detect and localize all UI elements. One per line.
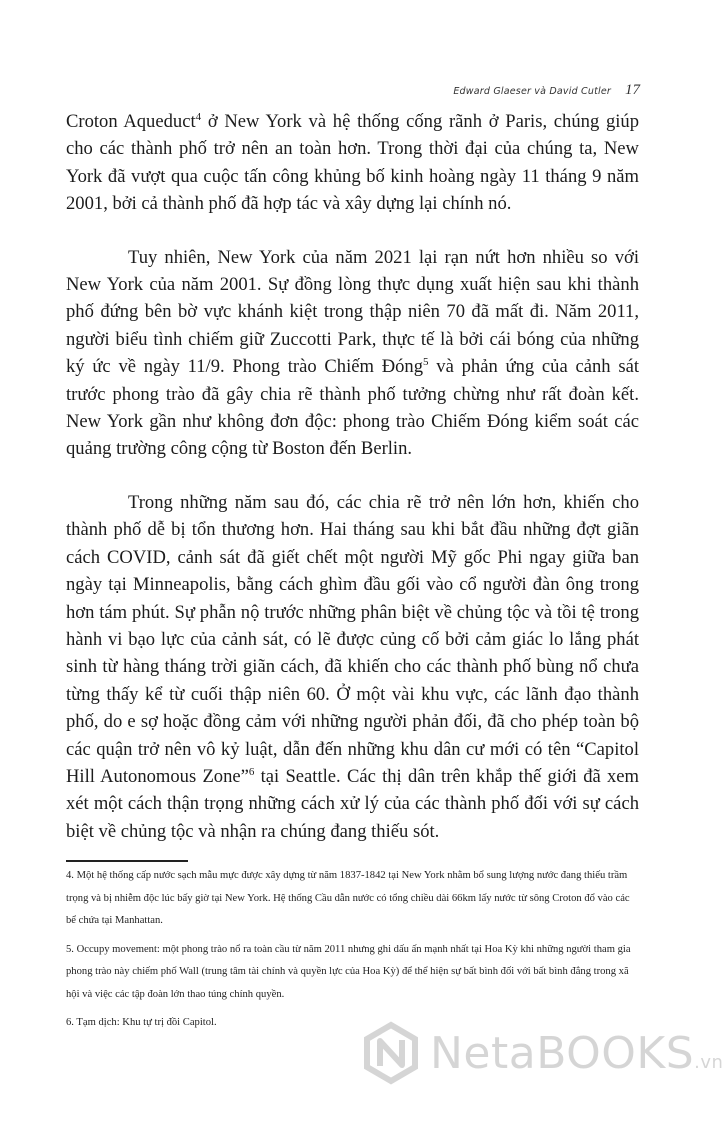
footnote-divider: [66, 860, 188, 862]
running-header-author: Edward Glaeser và David Cutler: [453, 86, 611, 97]
page-number: 17: [625, 82, 640, 98]
footnote-ref[interactable]: 4: [195, 110, 202, 123]
watermark: [360, 1022, 723, 1084]
neta-logo-icon: [360, 1022, 422, 1084]
footnote-ref[interactable]: 6: [248, 765, 255, 778]
footnote-item: 6. Tạm dịch: Khu tự trị đồi Capitol.: [66, 1017, 217, 1028]
paragraph: Trong những năm sau đó, các chia rẽ trở nên lớn hơn, khiến cho thành phố dễ bị tổn thương hơn. Hai tháng sau khi bắt đầu những đợt giãn cách COVID, cảnh sát đã giết chết một người Mỹ gốc Phi ngay giữa ban ngày tại Minneapolis, bằng cách ghìm đầu gối vào cổ người đàn ông trong hơn tám phút. Sự phẫn nộ trước những phân biệt về chủng tộc và tồi tệ trong hành vi bạo lực của cảnh sát, có lẽ được củng cố bởi cảm giác lo lắng phát sinh từ hàng tháng trời giãn cách, đã khiến cho các thành phố bùng nổ chưa từng thấy kể từ cuối thập niên 60. Ở một vài khu vực, các lãnh đạo thành phố, do e sợ hoặc đồng cảm với những người phản đối, đã cho phép toàn bộ các quận trở nên vô kỷ luật, dẫn đến những khu dân cư mới có tên “Capitol Hill Autonomous Zone”$^6$ tại Seattle. Các thị dân trên khắp thế giới đã xem xét một cách thận trọng những cách xử lý của các thành phố đối với sự cách biệt về chủng tộc và nhận ra chúng đang thiếu sót.: [66, 491, 639, 842]
footnote-ref[interactable]: 5: [423, 356, 429, 369]
paragraph: Croton Aqueduct$^4$ ở New York và hệ thống cống rãnh ở Paris, chúng giúp cho các thành phố trở nên an toàn hơn. Trong thời đại của chúng ta, New York đã vượt qua cuộc tấn công khủng bố kinh hoàng ngày 11 tháng 9 năm 2001, bởi cả thành phố đã hợp tác và xây dựng lại chính nó.: [66, 110, 640, 215]
footnotes: [66, 865, 639, 1041]
footnote-item: 4. Một hệ thống cấp nước sạch mẫu mực được xây dựng từ năm 1837-1842 tại New York nhằm bổ sung lượng nước đang thiếu trầm trọng và bị nhiễm độc lúc bấy giờ tại New York. Hệ thống Cầu dẫn nước có tổng chiều dài 66km lấy nước từ sông Croton đổ vào các bể chứa tại Manhattan.: [66, 870, 630, 926]
watermark-brand: NetaBOOKS.vn: [430, 1027, 723, 1079]
body-text: [66, 108, 639, 845]
footnote-item: 5. Occupy movement: một phong trào nổ ra toàn cầu từ năm 2011 nhưng ghi dấu ấn mạnh nhất tại Hoa Kỳ khi những người tham gia phong trào này chiếm phố Wall (trung tâm tài chính và quyền lực của Hoa Kỳ) để thể hiện sự bất bình đối với bất bình đẳng trong xã hội và việc các tập đoàn lớn thao túng chính quyền.: [66, 943, 631, 1000]
running-header: [453, 82, 640, 99]
paragraph: Tuy nhiên, New York của năm 2021 lại rạn nứt hơn nhiều so với New York của năm 2001. Sự đồng lòng thực dụng xuất hiện sau khi thành phố đứng bên bờ vực khánh kiệt trong thập niên 70 đã mất đi. Năm 2011, người biểu tình chiếm giữ Zuccotti Park, thực tế là bởi cái bóng của những ký ức về ngày 11/9. Phong trào Chiếm Đóng$^5$ và phản ứng của cảnh sát trước phong trào đã gây chia rẽ thành phố tưởng chừng như rất đoàn kết. New York gần như không đơn độc: phong trào Chiếm Đóng kiểm soát các quảng trường công cộng từ Boston đến Berlin.: [66, 246, 639, 460]
